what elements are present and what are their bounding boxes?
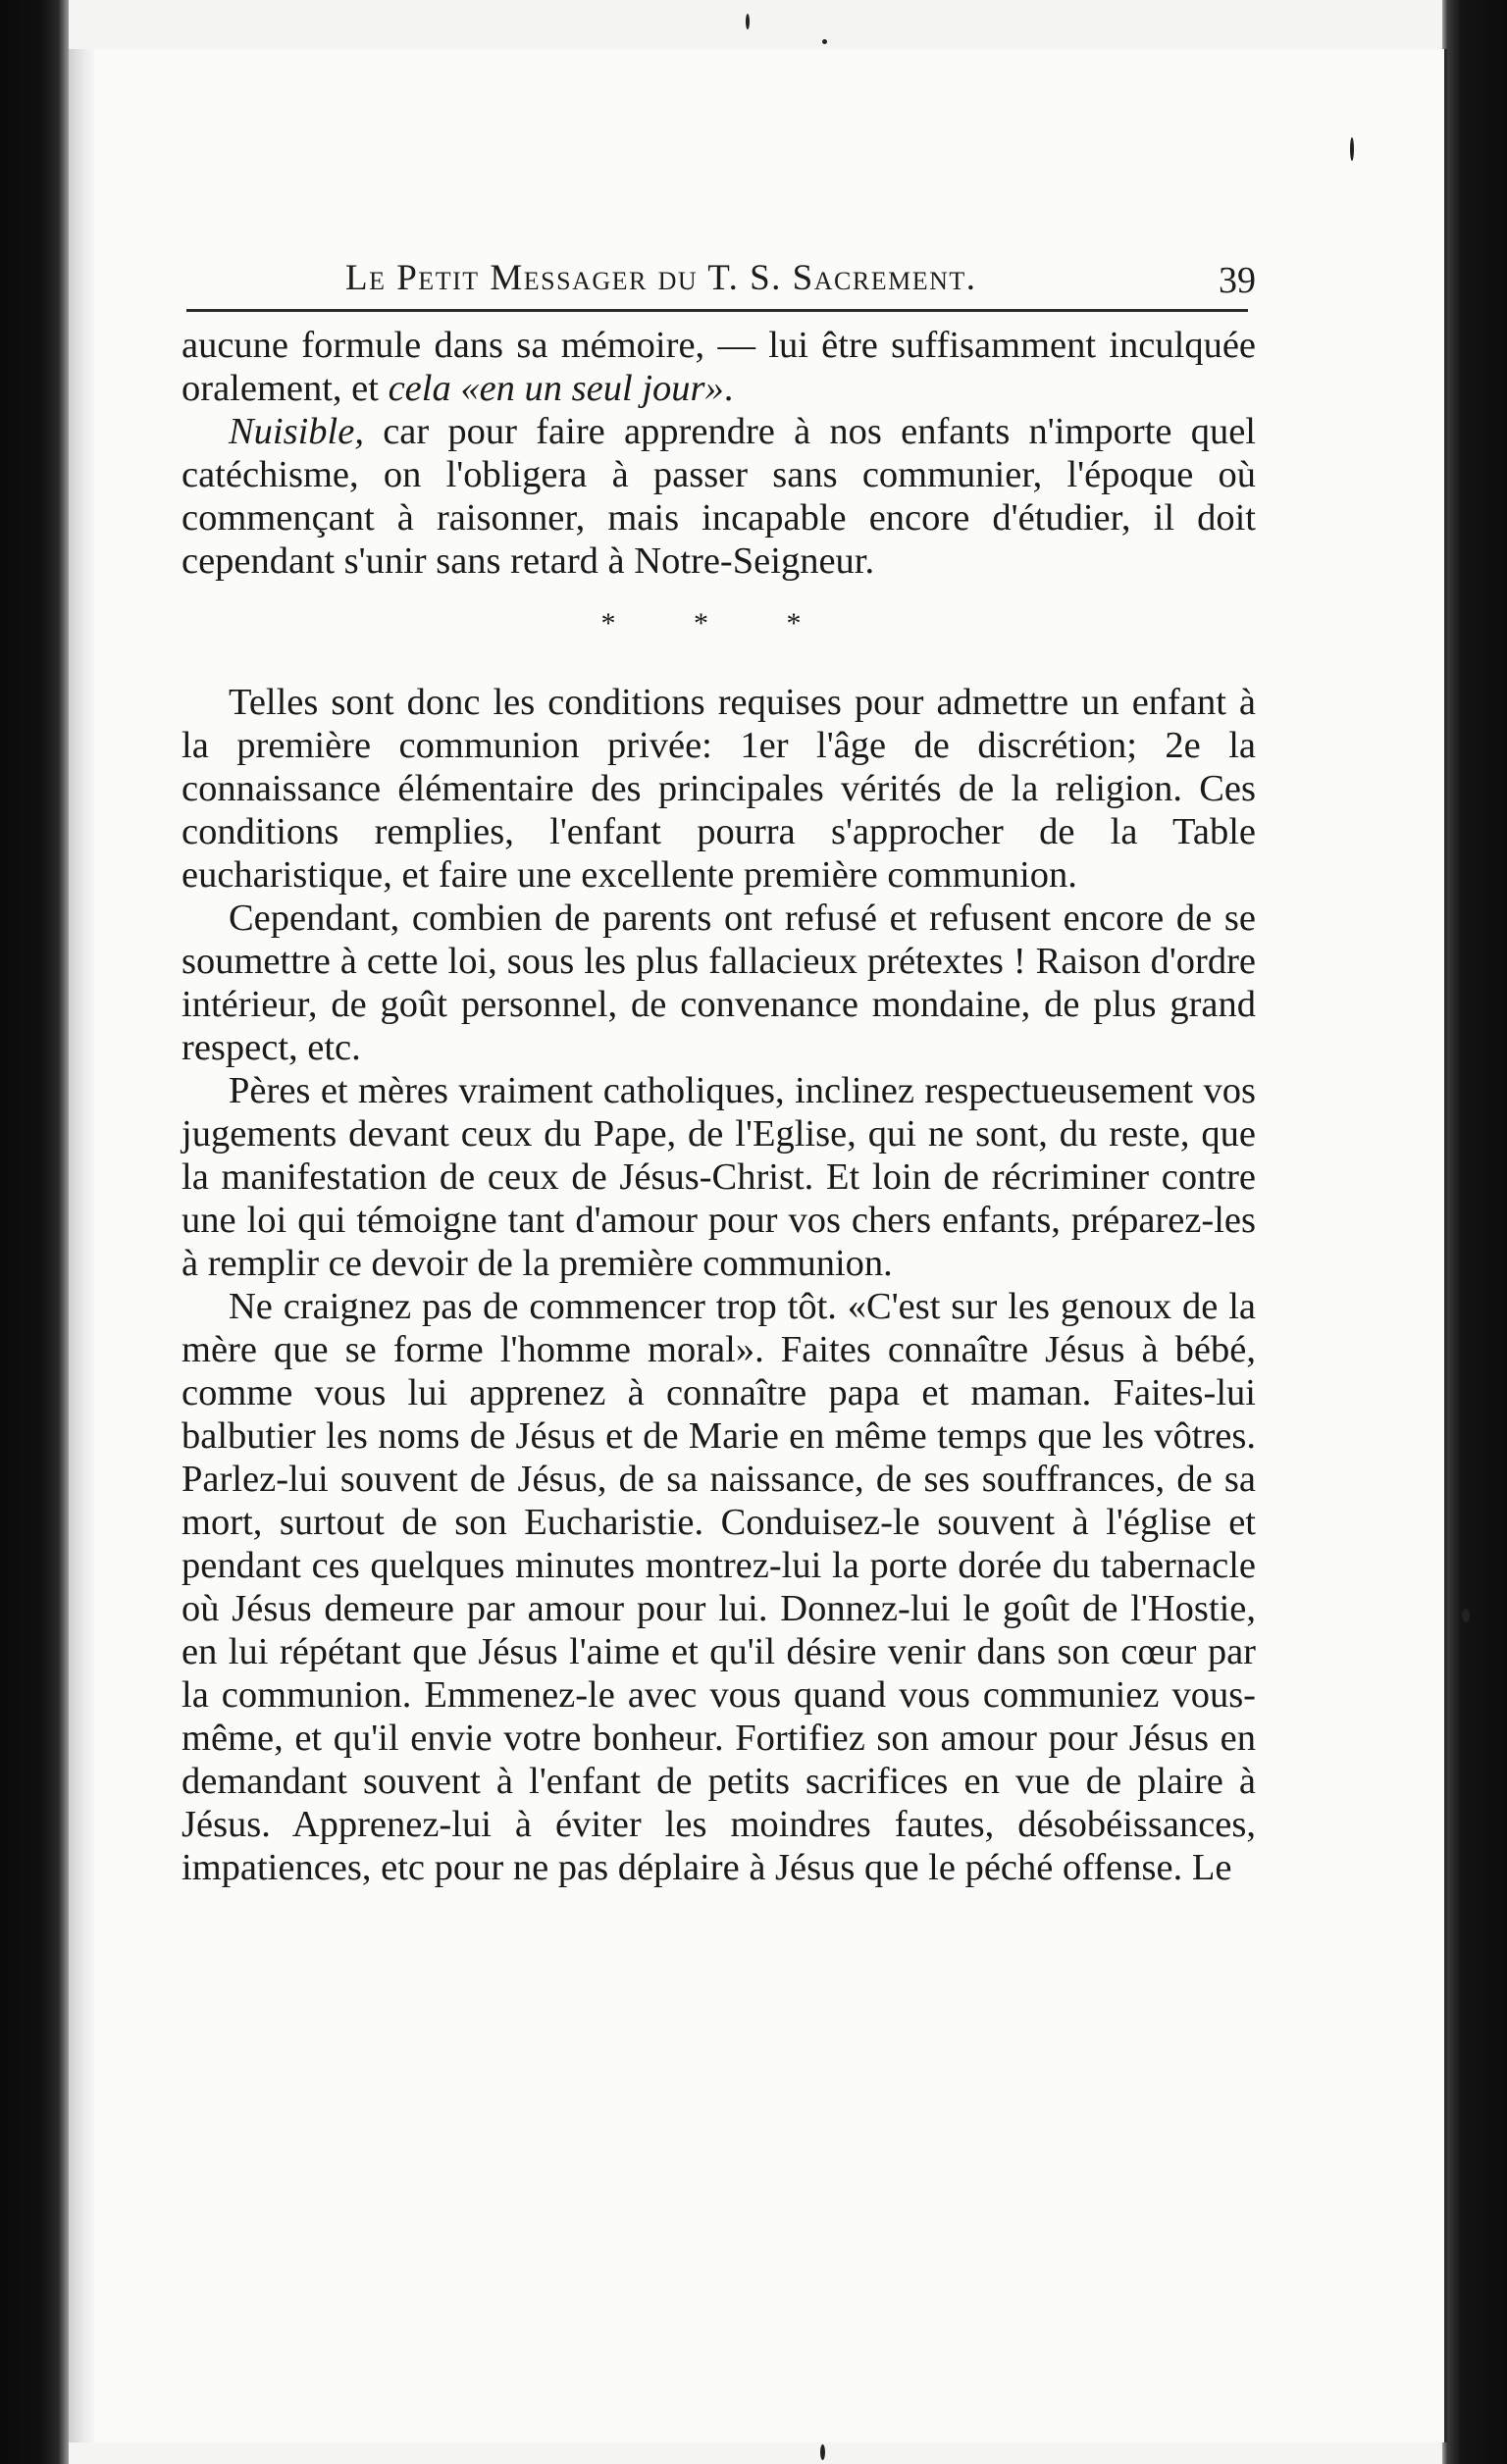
paragraph: Telles sont donc les conditions requises pour admettre un enfant à la première communion privée: 1er l'âge de discrétion; 2e la connaissance élémentaire des principales vérités de la religion. Ces conditions remplies, l'enfant pourra s'approcher de la Table eucharistique, et faire une excellente première communion. xyxy=(182,682,1256,896)
scan-right-border xyxy=(1442,0,1507,2464)
page-body xyxy=(182,324,1256,1889)
paragraph-text: aucune formule dans sa mémoire, — lui être suffisamment inculquée oralement, et xyxy=(182,325,1256,409)
paragraph-text: car pour faire apprendre à nos enfants n'importe quel catéchisme, on l'obligera à passer sans communier, l'époque où commençant à raisonner, mais incapable encore d'étudier, il doit cependant s'unir sans retard à Notre-Seigneur. xyxy=(182,411,1256,582)
scan-speck xyxy=(822,39,827,44)
scan-left-border xyxy=(0,0,69,2464)
page-gutter-edge xyxy=(69,49,96,2442)
paragraph xyxy=(182,410,1256,583)
scan-speck xyxy=(746,14,750,29)
scan-speck xyxy=(820,2444,825,2460)
italic-text: cela «en un seul jour» xyxy=(388,368,724,409)
section-separator: * * * xyxy=(600,607,837,640)
paragraph: Pères et mères vraiment catholiques, inclinez respectueusement vos jugements devant ceux du Pape, de l'Eglise, qui ne sont, du reste, que la manifestation de ceux de Jésus-Christ. Et loin de récriminer contre une loi qui témoigne tant d'amour pour vos chers enfants, préparez-les à remplir ce devoir de la première communion. xyxy=(182,1070,1256,1284)
running-title: Le Petit Messager du T. S. Sacrement. xyxy=(345,258,977,298)
paragraph: Ne craignez pas de commencer trop tôt. «C'est sur les genoux de la mère que se forme l'homme moral». Faites connaître Jésus à bébé, comme vous lui apprenez à connaître papa et maman. Faites-lui balbutier les noms de Jésus et de Marie en même temps que les vôtres. Parlez-lui souvent de Jésus, de sa naissance, de ses souffrances, de sa mort, surtout de son Eucharistie. Conduisez-le souvent à l'église et pendant ces quelques minutes montrez-lui la porte dorée du tabernacle où Jésus demeure par amour pour lui. Donnez-lui le goût de l'Hostie, en lui répétant que Jésus l'aime et qu'il désire venir dans son cœur par la communion. Emmenez-le avec vous quand vous communiez vous-même, et qu'il envie votre bonheur. Fortifiez son amour pour Jésus en demandant souvent à l'enfant de petits sacrifices en vue de plaire à Jésus. Apprenez-lui à éviter les moindres fautes, désobéissances, impatiences, etc pour ne pas déplaire à Jésus que le péché offense. Le xyxy=(182,1286,1256,1888)
running-header xyxy=(186,257,1256,312)
page-number: 39 xyxy=(1219,260,1256,301)
header-rule xyxy=(186,309,1248,312)
scan-speck xyxy=(1350,137,1354,161)
paragraph: Cependant, combien de parents ont refusé et refusent encore de se soumettre à cette loi, sous les plus fallacieux prétextes ! Raison d'ordre intérieur, de goût personnel, de convenance mondaine, de plus grand respect, etc. xyxy=(182,898,1256,1068)
paragraph-text: . xyxy=(723,368,734,409)
paragraph xyxy=(182,324,1256,410)
scan-speck xyxy=(1462,1609,1470,1622)
italic-text: Nuisible, xyxy=(229,411,364,452)
